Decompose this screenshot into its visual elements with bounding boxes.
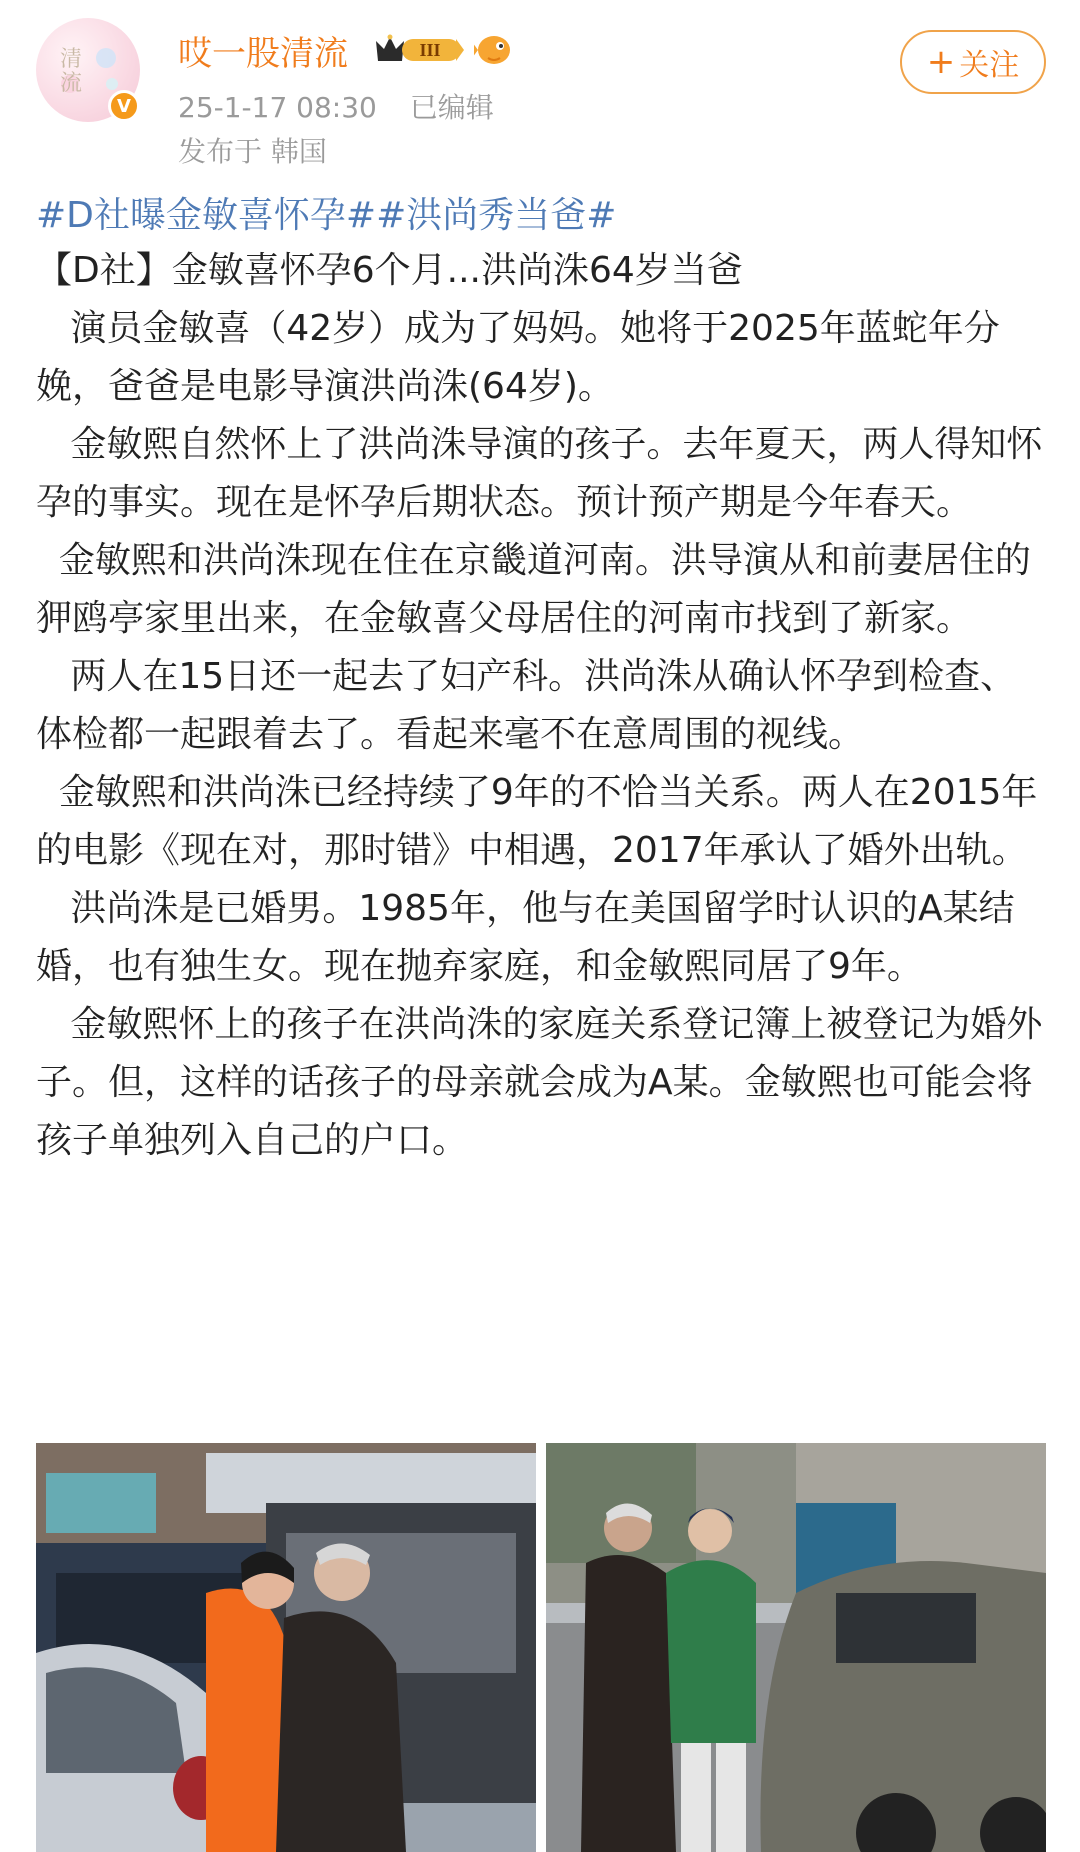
post-header: [0, 0, 1080, 175]
post-paragraph: 金敏熙和洪尚洙现在住在京畿道河南。洪导演从和前妻居住的狎鸥亭家里出来，在金敏喜父母居住的河南市找到了新家。: [36, 540, 1031, 639]
topic-link[interactable]: #洪尚秀当爸#: [376, 195, 617, 236]
post-paragraph: 演员金敏喜（42岁）成为了妈妈。她将于2025年蓝蛇年分娩，爸爸是电影导演洪尚洙(64岁)。: [36, 308, 1000, 407]
svg-text:III: III: [419, 40, 441, 60]
post-paragraph: 洪尚洙是已婚男。1985年，他与在美国留学时认识的A某结婚，也有独生女。现在抛弃家庭，和金敏熙同居了9年。: [36, 888, 1015, 987]
post-timestamp: 25-1-17 08:30: [178, 91, 377, 124]
post-paragraph: 【D社】金敏喜怀孕6个月...洪尚洙64岁当爸: [36, 250, 743, 291]
post-meta: [178, 86, 518, 126]
post-paragraph: 金敏熙和洪尚洙已经持续了9年的不恰当关系。两人在2015年的电影《现在对，那时错》中相遇，2017年承认了婚外出轨。: [36, 772, 1038, 871]
post-paragraph: 金敏熙怀上的孩子在洪尚洙的家庭关系登记簿上被登记为婚外子。但，这样的话孩子的母亲就会成为A某。金敏熙也可能会将孩子单独列入自己的户口。: [36, 1004, 1043, 1161]
topic-link[interactable]: #D社曝金敏喜怀孕#: [36, 195, 377, 236]
username[interactable]: 哎一股清流: [178, 34, 348, 74]
topic-links: [36, 192, 1046, 240]
post-content: [36, 192, 1046, 1170]
verified-badge-icon: V: [108, 90, 140, 122]
post-photos: [36, 1443, 1046, 1852]
fish-badge-icon[interactable]: [474, 30, 514, 68]
post-paragraph: 金敏熙自然怀上了洪尚洙导演的孩子。去年夏天，两人得知怀孕的事实。现在是怀孕后期状态。预计预产期是今年春天。: [36, 424, 1043, 523]
avatar-text: 清 流: [60, 47, 85, 96]
post-location: 发布于 韩国: [178, 135, 327, 168]
post-photo[interactable]: [36, 1443, 536, 1852]
plus-icon: +: [926, 42, 956, 82]
post-paragraph: 两人在15日还一起去了妇产科。洪尚洙从确认怀孕到检查、体检都一起跟着去了。看起来毫不在意周围的视线。: [36, 656, 1017, 755]
post-photo[interactable]: [546, 1443, 1046, 1852]
vip-crown-badge-icon[interactable]: [372, 31, 464, 67]
follow-button[interactable]: [900, 30, 1046, 94]
edited-label[interactable]: 已编辑: [409, 91, 494, 124]
follow-button-label: 关注: [959, 48, 1020, 83]
